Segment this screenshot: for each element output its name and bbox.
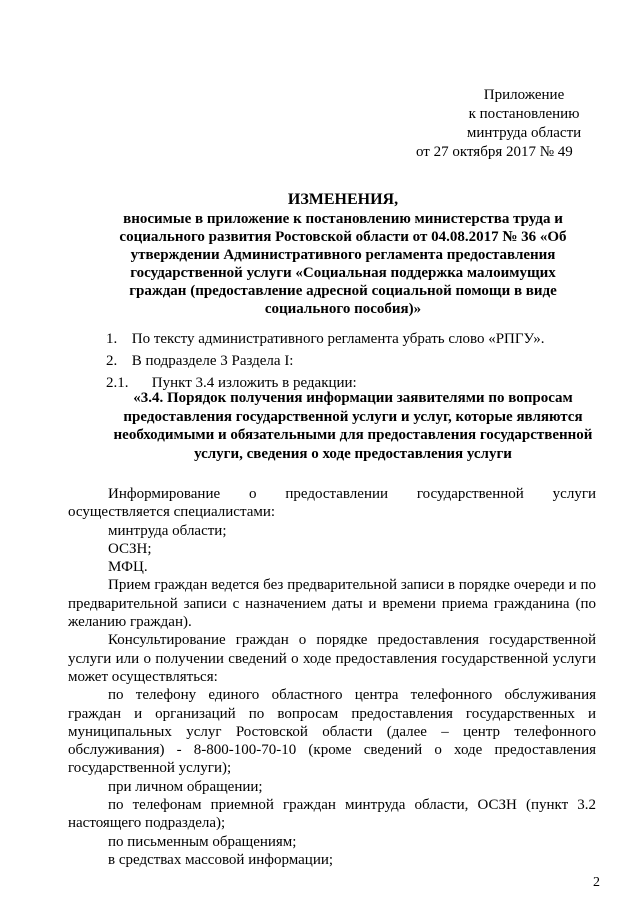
appendix-resolution: к постановлению: [468, 106, 580, 122]
paragraph: Консультирование граждан о порядке предоставления государственной услуги или о получении сведений о ходе предоставления государственной услуги может осуществляться:: [68, 632, 596, 685]
item-number: 1.: [106, 331, 118, 347]
document-subtitle: вносимые в приложение к постановлению министерства труда и социального развития Ростовской области от 04.08.2017 № 36 «Об утверждении Административного регламента предоставления государственной услуги «Социальная поддержка малоимущих граждан (предоставление адресной социальной помощи в виде социального пособия)»: [119, 211, 567, 317]
paragraph: по письменным обращениям;: [108, 833, 297, 850]
paragraph: в средствах массовой информации;: [108, 851, 334, 868]
paragraph: Прием граждан ведется без предварительной записи в порядке очереди и по предварительной записи с назначением даты и времени приема гражданина (по желанию граждан).: [68, 577, 596, 631]
appendix-ministry: минтруда области: [466, 125, 582, 141]
paragraph: минтруда области;: [108, 522, 227, 539]
item-number: 2.: [106, 353, 118, 369]
change-item: [106, 328, 606, 350]
paragraph: Информирование о предоставлении государственной услуги осуществляется специалистами:: [68, 486, 596, 521]
change-items: [106, 328, 606, 394]
item-number: 2.1.: [106, 375, 129, 391]
document-title: ИЗМЕНЕНИЯ,: [287, 191, 399, 208]
paragraph: при личном обращении;: [108, 778, 263, 795]
appendix-header: [414, 86, 634, 162]
change-item: [106, 350, 606, 372]
paragraph: по телефону единого областного центра телефонного обслуживания граждан и организаций по вопросам предоставления государственных и муниципальных услуг Ростовской области (далее – центр телефонного обслуживания) - 8-800-100-70-10 (кроме сведений о ходе предоставления государственной услуги);: [68, 687, 596, 777]
section-title: «3.4. Порядок получения информации заявителями по вопросам предоставления государственной услуги и услуг, которые являются необходимыми и обязательными для предоставления государственной услуги, сведения о ходе предоставления услуги: [113, 390, 593, 462]
item-text: В подразделе 3 Раздела I:: [131, 353, 294, 369]
paragraph: по телефонам приемной граждан минтруда области, ОСЗН (пункт 3.2 настоящего подраздела);: [68, 797, 596, 832]
document-body: [68, 485, 596, 869]
item-text: Пункт 3.4 изложить в редакции:: [151, 375, 357, 391]
paragraph: МФЦ.: [108, 559, 148, 576]
item-text: По тексту административного регламента убрать слово «РПГУ».: [131, 331, 545, 347]
appendix-date: от 27 октября 2017 № 49: [416, 144, 573, 160]
appendix-label: Приложение: [483, 87, 565, 103]
document-heading: [100, 191, 586, 318]
paragraph: ОСЗН;: [108, 540, 152, 557]
page-number: 2: [593, 875, 600, 890]
